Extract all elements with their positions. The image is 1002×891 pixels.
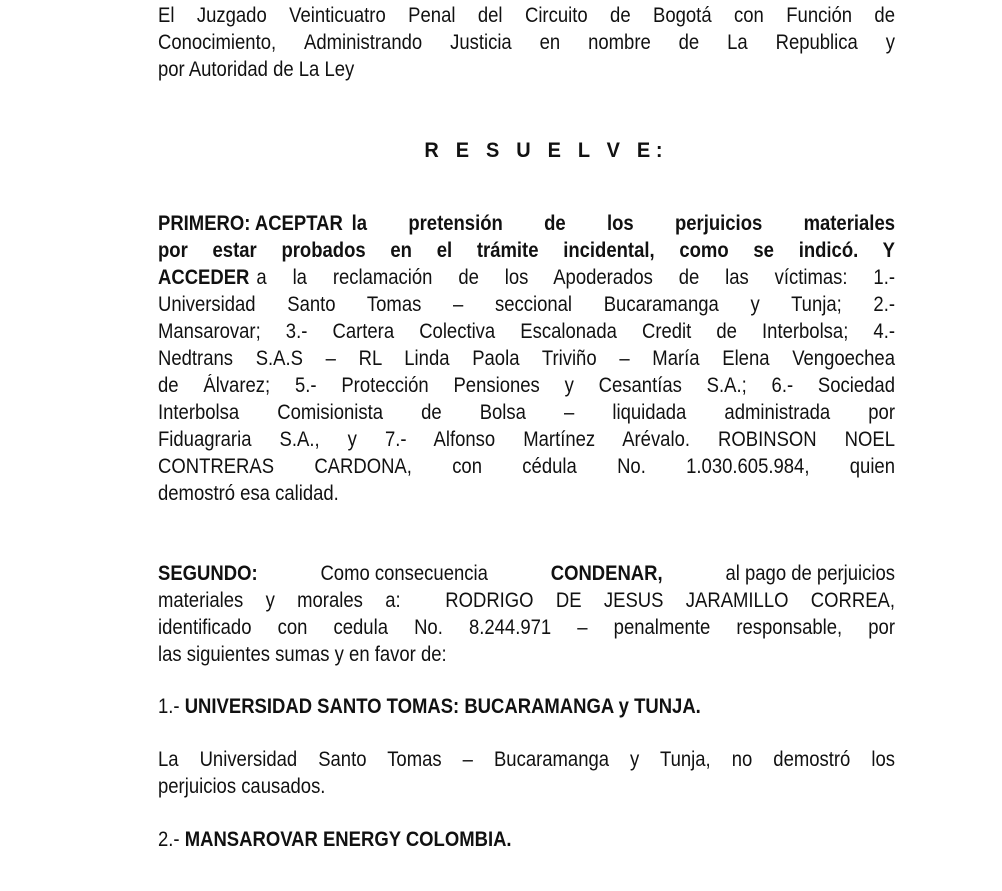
word: Bogotá xyxy=(653,4,712,27)
intro-text-2 xyxy=(158,29,895,56)
segundo-line-4 xyxy=(158,641,895,668)
word: Penal xyxy=(408,4,456,27)
primero-line-10 xyxy=(158,453,895,480)
word: Justicia xyxy=(450,31,512,54)
item1-number: 1.- xyxy=(158,695,180,718)
intro-line-3 xyxy=(158,56,895,83)
word: en xyxy=(539,31,561,54)
segundo-line-2 xyxy=(158,587,895,614)
word: con xyxy=(734,4,764,27)
item1-title: UNIVERSIDAD SANTO TOMAS: BUCARAMANGA y TUNJA. xyxy=(184,695,701,718)
word: de xyxy=(678,31,700,54)
intro-text-1 xyxy=(158,2,895,29)
primero-line-8-text: Interbolsa Comisionista de Bolsa – liquidada administrada por xyxy=(158,401,895,424)
primero-line-2 xyxy=(158,237,895,264)
item2-heading xyxy=(158,826,895,853)
segundo-line-1 xyxy=(158,560,895,587)
condenar-label: CONDENAR, xyxy=(550,562,663,585)
intro-line-2 xyxy=(158,29,895,56)
segundo-line-2-text: materiales y morales a: RODRIGO DE JESUS JARAMILLO CORREA, xyxy=(158,589,895,612)
word: Republica xyxy=(775,31,858,54)
word: Veinticuatro xyxy=(289,4,386,27)
word: La xyxy=(727,31,748,54)
word: y xyxy=(885,31,895,54)
primero-line-6-text: Nedtrans S.A.S – RL Linda Paola Triviño – María Elena Vengoechea xyxy=(158,347,895,370)
word: de xyxy=(874,4,895,27)
segundo-line-4-text: las siguientes sumas y en favor de: xyxy=(158,643,447,666)
item2-title: MANSAROVAR ENERGY COLOMBIA. xyxy=(184,828,512,851)
segundo-label: SEGUNDO: xyxy=(158,562,258,585)
primero-line-1-text: la pretensión de los perjuicios materiales xyxy=(351,212,896,235)
primero-line-11 xyxy=(158,480,895,507)
primero-line-2-text: por estar probados en el trámite incidental, como se indicó. Y xyxy=(158,239,895,262)
intro-text-3: por Autoridad de La Ley xyxy=(158,58,355,81)
resuelve-heading-text: R E S U E L V E: xyxy=(424,139,668,162)
word: Conocimiento, xyxy=(158,31,277,54)
word: Juzgado xyxy=(196,4,267,27)
intro-line-1 xyxy=(158,2,895,29)
primero-line-4-text: Universidad Santo Tomas – seccional Bucaramanga y Tunja; 2.- xyxy=(158,293,895,316)
primero-line-7-text: de Álvarez; 5.- Protección Pensiones y Cesantías S.A.; 6.- Sociedad xyxy=(158,374,895,397)
primero-line-4 xyxy=(158,291,895,318)
word: de xyxy=(610,4,631,27)
primero-line-11-text: demostró esa calidad. xyxy=(158,482,339,505)
word: Circuito xyxy=(524,4,588,27)
word: El xyxy=(158,4,175,27)
resuelve-heading xyxy=(0,137,1002,164)
item1-line-1-text: La Universidad Santo Tomas – Bucaramanga y Tunja, no demostró los xyxy=(158,748,895,771)
item1-line-1 xyxy=(158,746,895,773)
segundo-text-2: al pago de perjuicios xyxy=(725,562,895,585)
primero-line-9-text: Fiduagraria S.A., y 7.- Alfonso Martínez Arévalo. ROBINSON NOEL xyxy=(158,428,895,451)
primero-line-10-text: CONTRERAS CARDONA, con cédula No. 1.030.605.984, quien xyxy=(158,455,895,478)
segundo-line-3 xyxy=(158,614,895,641)
item1-line-2-text: perjuicios causados. xyxy=(158,775,326,798)
primero-line-7 xyxy=(158,372,895,399)
item1-line-2 xyxy=(158,773,895,800)
item2-number: 2.- xyxy=(158,828,180,851)
primero-line-1 xyxy=(158,210,895,237)
primero-line-5-text: Mansarovar; 3.- Cartera Colectiva Escalonada Credit de Interbolsa; 4.- xyxy=(158,320,895,343)
primero-line-8 xyxy=(158,399,895,426)
primero-label: PRIMERO: ACEPTAR xyxy=(158,212,343,235)
primero-line-3 xyxy=(158,264,895,291)
segundo-text-1: Como consecuencia xyxy=(320,562,488,585)
segundo-line-3-text: identificado con cedula No. 8.244.971 – penalmente responsable, por xyxy=(158,616,895,639)
item1-heading xyxy=(158,693,895,720)
primero-line-3-text: a la reclamación de los Apoderados de las víctimas: 1.- xyxy=(256,266,895,289)
primero-line-5 xyxy=(158,318,895,345)
word: Función xyxy=(786,4,853,27)
word: del xyxy=(477,4,503,27)
word: nombre xyxy=(588,31,651,54)
primero-line-6 xyxy=(158,345,895,372)
word: Administrando xyxy=(304,31,423,54)
primero-line-9 xyxy=(158,426,895,453)
acceder-label: ACCEDER xyxy=(158,266,250,289)
